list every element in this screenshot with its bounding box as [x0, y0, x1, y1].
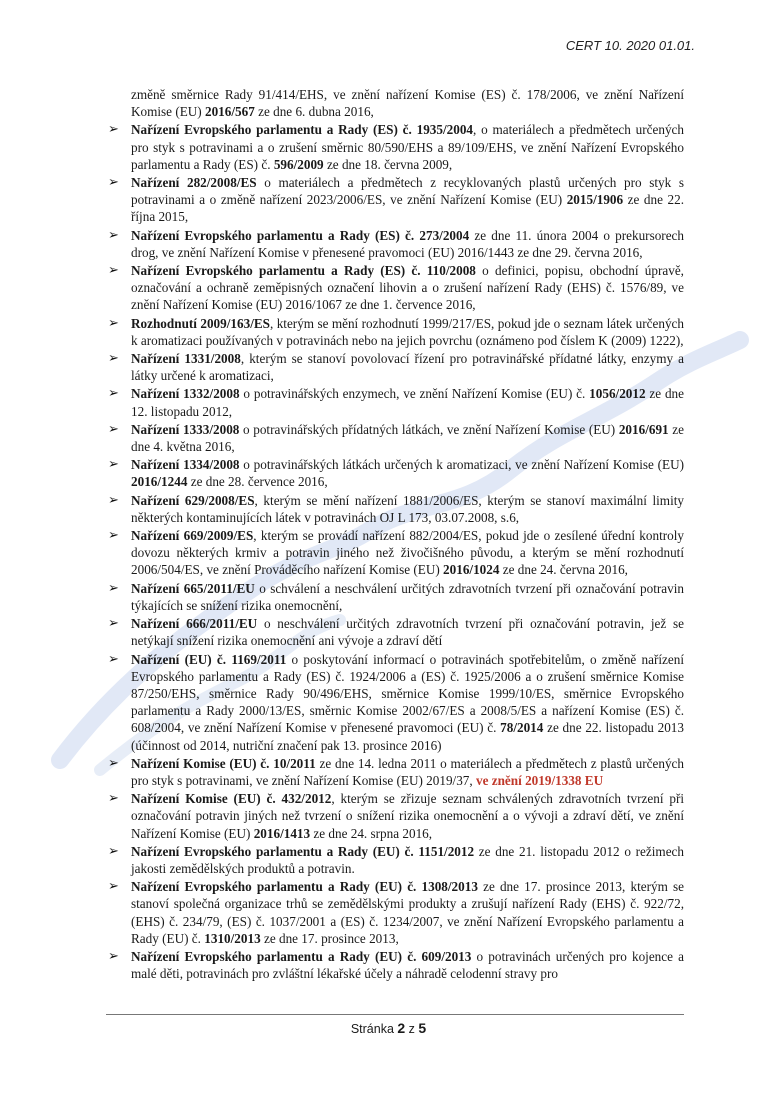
regulation-reference: Nařízení 282/2008/ES — [131, 175, 257, 191]
list-item — [106, 121, 684, 173]
item-text: o poskytování informací o potravinách spotřebitelům, o změně nařízení Evropského parlamentu a Rady (ES) č. 1924/2006 a (ES) č. 1925/2006 a o zrušení směrnice Komise 87/250/EHS, směrnice Rady 90/496/EHS, směrnice Komise 1999/10/ES, směrnice Evropského parlamentu a Rady 2000/13/ES, směrnic Komise 2002/67/ES a 2008/5/ES a nařízení Komise (ES) č. 608/2004, ve znění Nařízení Komise v přenesené pravomoci (EU) č. — [131, 651, 684, 736]
regulation-reference: 2015/1906 — [566, 192, 624, 208]
arrow-bullet-icon: ➢ — [108, 263, 119, 279]
footer-separator: z — [405, 1022, 419, 1036]
document-body — [106, 86, 684, 983]
regulation-reference: Nařízení 1334/2008 — [131, 457, 240, 473]
regulation-reference: 2016/1413 — [253, 825, 311, 841]
item-text: o potravinách určených pro kojence a malé děti, potravinách pro zvláštní lékařské účely a náhradě celodenní stravy pro — [131, 948, 685, 982]
list-item — [106, 580, 684, 614]
regulation-reference: Nařízení 665/2011/EU — [131, 580, 255, 596]
footer-page-total: 5 — [418, 1020, 427, 1036]
item-text: ze dne 6. dubna 2016, — [254, 104, 374, 120]
item-text: o potravinářských přídatných látkách, ve znění Nařízení Komise (EU) — [239, 421, 619, 437]
item-text: ze dne 11. února 2004 o prekursorech drog, ve znění Nařízení Komise v přenesené pravomoci (EU) 2016/1443 ze dne 29. června 2016, — [131, 227, 684, 260]
document-code: CERT 10. 2020 01.01. — [565, 38, 695, 53]
item-text: ze dne 14. ledna 2011 o materiálech a předmětech z plastů určených pro styk s potravinami, ve znění Nařízení Komise (EU) 2019/37, — [131, 755, 685, 788]
regulation-reference: 2016/691 — [618, 421, 669, 437]
regulation-reference: 2016/567 — [204, 104, 255, 120]
arrow-bullet-icon: ➢ — [108, 580, 119, 596]
item-text: ze dne 24. června 2016, — [499, 562, 628, 578]
item-text: ze dne 22. listopadu 2013 (účinnost od 2014, nutriční značení pak 13. prosince 2016) — [131, 720, 684, 753]
item-text: ze dne 24. srpna 2016, — [310, 825, 433, 841]
regulation-reference: 78/2014 — [500, 720, 544, 736]
item-text: o definici, popisu, obchodní úpravě, označování a ochraně zeměpisných označení lihovin a o zrušení nařízení Rady (EHS) č. 1576/89, ve znění Nařízení Komise (EU) 2016/1067 ze dne 1. července 2016, — [131, 263, 684, 313]
item-text: o potravinářských enzymech, ve znění Nařízení Komise (EU) č. — [239, 386, 590, 402]
arrow-bullet-icon: ➢ — [108, 457, 119, 473]
list-item — [106, 227, 684, 261]
regulation-reference: Nařízení Evropského parlamentu a Rady (ES) č. 110/2008 — [131, 263, 476, 279]
arrow-bullet-icon: ➢ — [108, 492, 119, 508]
regulation-reference: Nařízení Evropského parlamentu a Rady (ES) č. 1935/2004 — [131, 122, 474, 138]
item-text: , kterým se stanoví povolovací řízení pro potravinářské přídatné látky, enzymy a látky určené k aromatizaci, — [131, 351, 684, 384]
list-item — [106, 615, 684, 649]
regulation-reference: 2016/1244 — [131, 474, 188, 490]
list-item — [106, 790, 684, 842]
list-item — [106, 843, 684, 877]
item-text: ze dne 28. července 2016, — [187, 474, 328, 490]
arrow-bullet-icon: ➢ — [108, 651, 119, 667]
regulation-reference: 1310/2013 — [204, 930, 261, 946]
regulation-reference: Nařízení Evropského parlamentu a Rady (ES) č. 273/2004 — [131, 227, 470, 243]
list-item — [106, 651, 684, 754]
list-item — [106, 456, 684, 490]
arrow-bullet-icon: ➢ — [108, 616, 119, 632]
arrow-bullet-icon: ➢ — [108, 879, 119, 895]
list-item — [106, 350, 684, 384]
regulation-reference: Nařízení 1333/2008 — [131, 421, 240, 437]
page-footer — [0, 1020, 777, 1036]
regulation-reference: Nařízení Evropského parlamentu a Rady (EU) č. 609/2013 — [131, 948, 472, 964]
list-item — [106, 492, 684, 526]
regulation-reference: Nařízení 629/2008/ES — [131, 492, 255, 508]
footer-page-number: 2 — [397, 1020, 406, 1036]
item-text: ze dne 17. prosince 2013, kterým se stanoví společná organizace trhů se zemědělskými produkty a zrušují nařízení Rady (EHS) č. 922/72, (EHS) č. 234/79, (ES) č. 1037/2001 a (ES) č. 1234/2007, ve znění Nařízení Evropského parlamentu a Rady (EU) č. — [131, 879, 684, 946]
item-text: , kterým se zřizuje seznam schválených zdravotních tvrzení při označování potravin jiných než tvrzení o snížení rizika onemocnění a o vývoji a zdraví dětí, ve znění Nařízení Komise (EU) — [131, 791, 684, 841]
item-text: , kterým se provádí nařízení 882/2004/ES, pokud jde o zesílené úřední kontroly dovozu některých krmiv a potravin jiného než živočišného původu, a kterým se mění rozhodnutí 2006/504/ES, ve znění Prováděcího nařízení Komise (EU) — [131, 528, 684, 578]
item-text: o materiálech a předmětech z recyklovaných plastů určených pro styk s potravinami a o změně nařízení 2023/2006/ES, ve znění Nařízení Komise (EU) — [131, 175, 684, 208]
arrow-bullet-icon: ➢ — [108, 351, 119, 367]
item-text: ze dne 18. června 2009, — [323, 156, 453, 172]
regulation-reference: Nařízení Evropského parlamentu a Rady (EU) č. 1308/2013 — [131, 879, 478, 895]
regulation-reference: Nařízení 1332/2008 — [131, 386, 240, 402]
regulation-reference: 1056/2012 — [589, 386, 646, 402]
arrow-bullet-icon: ➢ — [108, 791, 119, 807]
regulation-reference: Nařízení 1331/2008 — [131, 351, 241, 367]
item-text: o schválení a neschválení určitých zdravotních tvrzení při označování potravin týkajících se snížení rizika onemocnění, — [131, 580, 684, 613]
arrow-bullet-icon: ➢ — [108, 315, 119, 331]
arrow-bullet-icon: ➢ — [108, 227, 119, 243]
item-text: o neschválení určitých zdravotních tvrzení při označování potravin, jež se netýkají snížení rizika onemocnění ani vývoje a zdraví dětí — [131, 616, 684, 649]
regulation-reference: 596/2009 — [273, 156, 324, 172]
list-item — [106, 385, 684, 419]
item-text: , o materiálech a předmětech určených pro styk s potravinami a o zrušení směrnic 80/590/EHS a 89/109/EHS, ve znění Nařízení Evropského parlamentu a Rady (ES) č. — [131, 122, 684, 172]
arrow-bullet-icon: ➢ — [108, 175, 119, 191]
item-text: o potravinářských látkách určených k aromatizaci, ve znění Nařízení Komise (EU) — [239, 457, 684, 473]
regulation-reference: Nařízení Komise (EU) č. 10/2011 — [131, 755, 316, 771]
item-text: ze dne 21. listopadu 2012 o režimech jakosti zemědělských produktů a potravin. — [131, 843, 684, 876]
regulation-reference: Rozhodnutí 2009/163/ES — [131, 315, 270, 331]
item-text: změně směrnice Rady 91/414/EHS, ve znění nařízení Komise (ES) č. 178/2006, ve znění Nařízení Komise (EU) — [131, 87, 684, 120]
footer-prefix: Stránka — [350, 1022, 398, 1036]
list-item — [106, 755, 684, 789]
arrow-bullet-icon: ➢ — [108, 843, 119, 859]
list-item — [106, 421, 684, 455]
list-item — [106, 86, 684, 120]
regulation-reference: Nařízení (EU) č. 1169/2011 — [131, 651, 287, 667]
item-text: , kterým se mění rozhodnutí 1999/217/ES, pokud jde o seznam látek určených k aromatizaci používaných v potravinách nebo na jejich povrchu (oznámeno pod číslem K (2009) 1222), — [131, 315, 684, 348]
list-item — [106, 948, 684, 982]
item-text: ze dne 22. října 2015, — [131, 192, 684, 225]
regulation-reference: Nařízení 666/2011/EU — [131, 616, 258, 632]
highlighted-amendment: ve znění 2019/1338 EU — [476, 772, 604, 788]
list-item — [106, 315, 684, 349]
regulation-reference: Nařízení Komise (EU) č. 432/2012 — [131, 791, 332, 807]
arrow-bullet-icon: ➢ — [108, 421, 119, 437]
item-text: ze dne 4. května 2016, — [131, 421, 684, 455]
list-item — [106, 878, 684, 947]
arrow-bullet-icon: ➢ — [108, 528, 119, 544]
list-item — [106, 174, 684, 226]
regulation-reference: 2016/1024 — [443, 562, 500, 578]
list-item — [106, 527, 684, 579]
arrow-bullet-icon: ➢ — [108, 386, 119, 402]
arrow-bullet-icon: ➢ — [108, 122, 119, 138]
arrow-bullet-icon: ➢ — [108, 755, 119, 771]
item-text: ze dne 12. listopadu 2012, — [131, 386, 684, 419]
list-item — [106, 262, 684, 314]
item-text: ze dne 17. prosince 2013, — [260, 930, 399, 946]
footer-divider — [106, 1014, 684, 1015]
regulation-reference: Nařízení Evropského parlamentu a Rady (EU) č. 1151/2012 — [131, 843, 475, 859]
item-text: , kterým se mění nařízení 1881/2006/ES, kterým se stanoví maximální limity některých kontaminujících látek v potravinách OJ L 173, 03.07.2008, s.6, — [131, 492, 684, 525]
regulation-reference: Nařízení 669/2009/ES — [131, 528, 254, 544]
arrow-bullet-icon: ➢ — [108, 948, 119, 964]
